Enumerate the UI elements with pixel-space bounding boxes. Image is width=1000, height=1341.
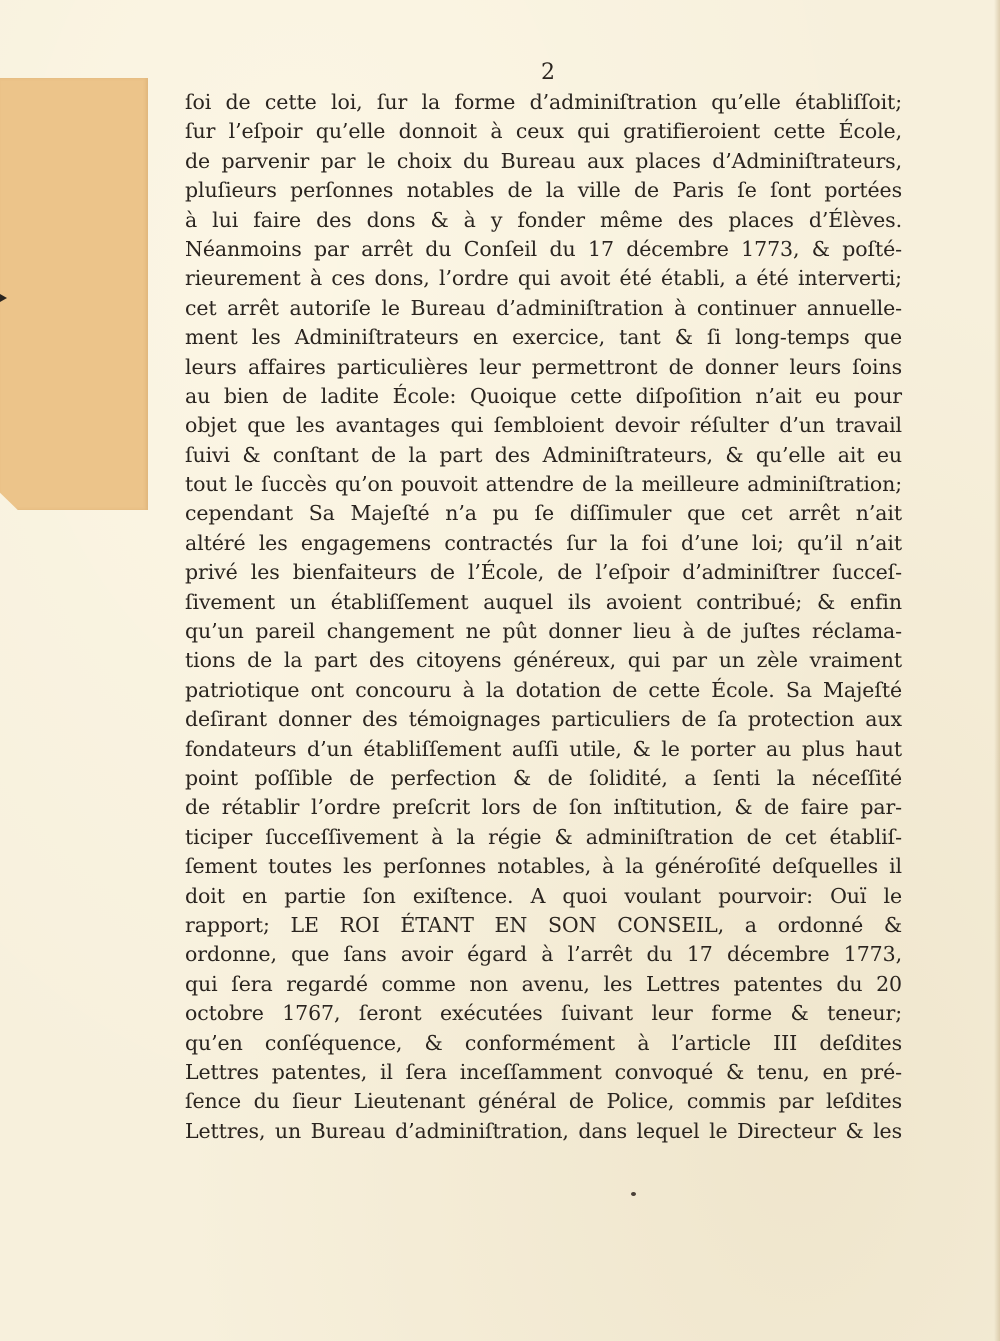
edge-marker-icon xyxy=(0,294,7,302)
text-line: qui ſera regardé comme non avenu, les Lettres patentes du 20 xyxy=(185,971,902,996)
text-line: ordonne, que ſans avoir égard à l’arrêt du 17 décembre 1773, xyxy=(185,942,902,967)
text-line: Lettres, un Bureau d’adminiſtration, dans lequel le Directeur & les xyxy=(185,1118,902,1143)
text-line: objet que les avantages qui ſembloient devoir réſulter d’un travail xyxy=(185,413,902,438)
text-line: cependant Sa Majeſté n’a pu ſe diſſimuler que cet arrêt n’ait xyxy=(185,501,902,526)
text-line: ſence du ſieur Lieutenant général de Police, commis par leſdites xyxy=(185,1089,902,1114)
text-line: ſement toutes les perſonnes notables, à la généroſité deſquelles il xyxy=(185,854,902,879)
text-line: cet arrêt autoriſe le Bureau d’adminiſtration à continuer annuelle- xyxy=(185,295,902,320)
ink-spot xyxy=(631,1192,636,1196)
text-line: deſirant donner des témoignages particuliers de ſa protection aux xyxy=(185,707,902,732)
tape-fragment xyxy=(0,78,148,510)
text-line: altéré les engagemens contractés ſur la foi d’une loi; qu’il n’ait xyxy=(185,530,902,555)
text-line: doit en partie ſon exiſtence. A quoi voulant pourvoir: Ouï le xyxy=(185,883,902,908)
text-line: fondateurs d’un établiſſement auſſi utile, & le porter au plus haut xyxy=(185,736,902,761)
text-line: ſivement un établiſſement auquel ils avoient contribué; & enfin xyxy=(185,589,902,614)
body-text xyxy=(185,88,902,1146)
text-line: rieurement à ces dons, l’ordre qui avoit été établi, a été interverti; xyxy=(185,266,902,291)
text-line: Néanmoins par arrêt du Conſeil du 17 décembre 1773, & poſté- xyxy=(185,236,902,261)
text-line: octobre 1767, ſeront exécutées ſuivant leur forme & teneur; xyxy=(185,1001,902,1026)
text-line: à lui faire des dons & à y fonder même des places d’Élèves. xyxy=(185,207,902,232)
text-line: tout le ſuccès qu’on pouvoit attendre de la meilleure adminiſtration; xyxy=(185,472,902,497)
text-line: leurs affaires particulières leur permettront de donner leurs ſoins xyxy=(185,354,902,379)
text-line: tions de la part des citoyens généreux, qui par un zèle vraiment xyxy=(185,648,902,673)
page-number: 2 xyxy=(541,60,555,85)
text-line: point poſſible de perfection & de ſolidité, a ſenti la néceſſité xyxy=(185,765,902,790)
text-line: privé les bienfaiteurs de l’École, de l’eſpoir d’adminiſtrer ſucceſ- xyxy=(185,560,902,585)
text-line: ticiper ſucceſſivement à la régie & adminiſtration de cet établiſ- xyxy=(185,824,902,849)
text-line: ment les Adminiſtrateurs en exercice, tant & ſi long-temps que xyxy=(185,325,902,350)
text-line: ſuivi & conſtant de la part des Adminiſtrateurs, & qu’elle ait eu xyxy=(185,442,902,467)
text-line: Lettres patentes, il ſera inceſſamment convoqué & tenu, en pré- xyxy=(185,1059,902,1084)
text-line: patriotique ont concouru à la dotation de cette École. Sa Majeſté xyxy=(185,677,902,702)
text-line: de parvenir par le choix du Bureau aux places d’Adminiſtrateurs, xyxy=(185,148,902,173)
text-line: rapport; LE ROI ÉTANT EN SON CONSEIL, a ordonné & xyxy=(185,912,902,937)
text-line: pluſieurs perſonnes notables de la ville de Paris ſe ſont portées xyxy=(185,178,902,203)
page-edge-shadow xyxy=(994,0,1000,1341)
text-line: au bien de ladite École: Quoique cette diſpoſition n’ait eu pour xyxy=(185,383,902,408)
text-line: qu’en conſéquence, & conformément à l’article III deſdites xyxy=(185,1030,902,1055)
text-line: de rétablir l’ordre preſcrit lors de ſon inſtitution, & de faire par- xyxy=(185,795,902,820)
text-line: qu’un pareil changement ne pût donner lieu à de juſtes réclama- xyxy=(185,619,902,644)
text-line: ſoi de cette loi, ſur la forme d’adminiſtration qu’elle établiſſoit; xyxy=(185,90,902,114)
text-line: ſur l’eſpoir qu’elle donnoit à ceux qui gratifieroient cette École, xyxy=(185,119,902,144)
